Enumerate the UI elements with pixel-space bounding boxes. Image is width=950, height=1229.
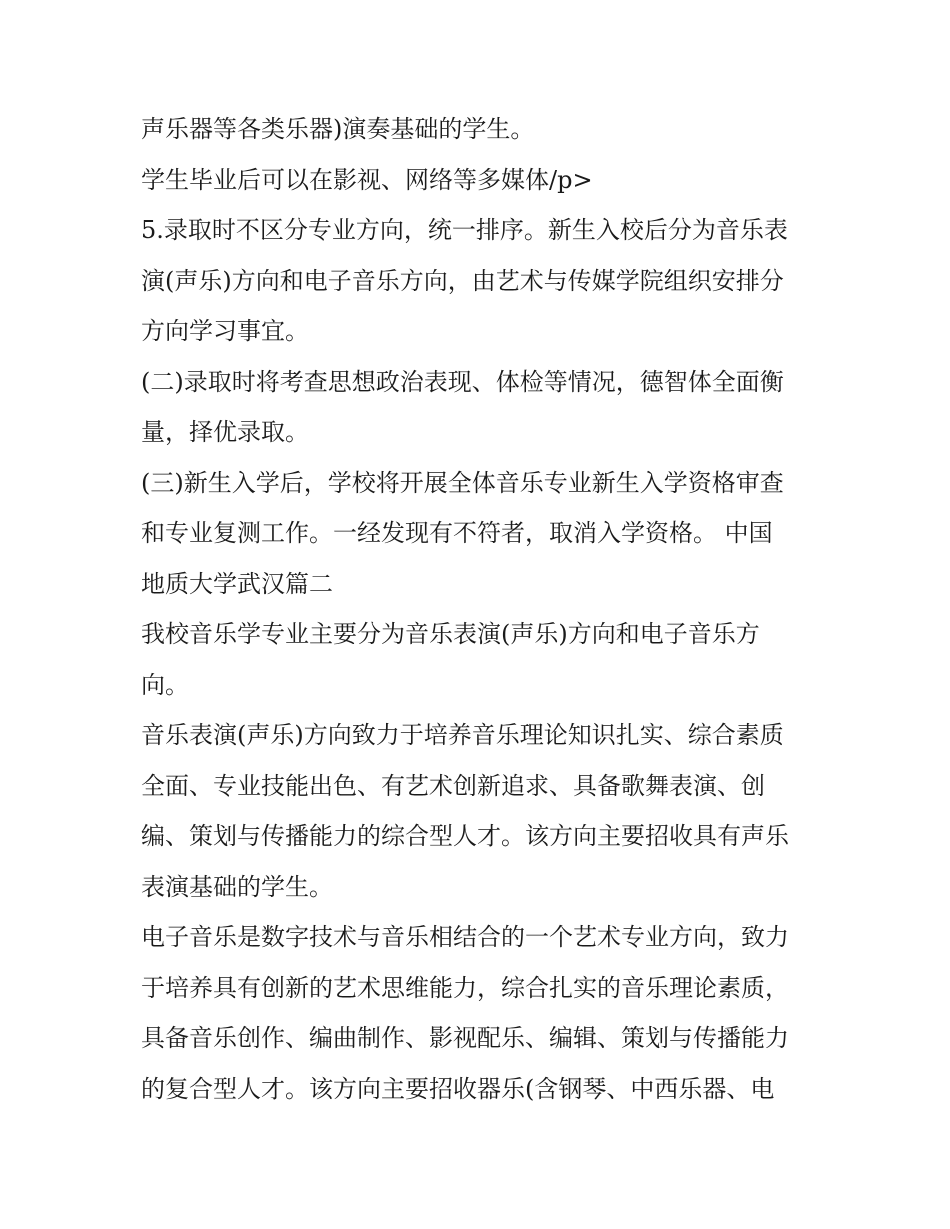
paragraph-2 (141, 155, 821, 206)
text-line: (三)新生入学后，学校将开展全体音乐专业新生入学资格审查 (141, 468, 784, 497)
text-line: 具备音乐创作、编曲制作、影视配乐、编辑、策划与传播能力 (141, 1024, 789, 1052)
text-line: 和专业复测工作。一经发现有不符者，取消入学资格。 中国 (141, 519, 773, 547)
paragraph-1 (141, 104, 821, 155)
text-line: 电子音乐是数字技术与音乐相结合的一个艺术专业方向，致力 (141, 923, 789, 951)
document-body (141, 104, 821, 1114)
text-line: (二)录取时将考查思想政治表现、体检等情况，德智体全面衡 (141, 367, 784, 396)
text-line: 向。 (141, 670, 189, 699)
text-line: 演(声乐)方向和电子音乐方向，由艺术与传媒学院组织安排分 (141, 266, 784, 295)
text-line: 音乐表演(声乐)方向致力于培养音乐理论知识扎实、综合素质 (141, 721, 784, 749)
paragraph-8 (141, 912, 821, 1114)
text-line: 5.录取时不区分专业方向，统一排序。新生入校后分为音乐表 (141, 216, 788, 244)
text-line: 我校音乐学专业主要分为音乐表演(声乐)方向和电子音乐方 (141, 620, 760, 648)
paragraph-3 (141, 205, 821, 357)
text-line: 量，择优录取。 (141, 418, 309, 446)
paragraph-7 (141, 710, 821, 912)
paragraph-6 (141, 609, 821, 710)
text-line: 方向学习事宜。 (141, 317, 309, 345)
text-line: 编、策划与传播能力的综合型人才。该方向主要招收具有声乐 (141, 822, 789, 850)
paragraph-5 (141, 458, 821, 610)
text-line: 表演基础的学生。 (141, 872, 333, 901)
text-line: 声乐器等各类乐器)演奏基础的学生。 (141, 115, 535, 143)
text-line: 地质大学武汉篇二 (141, 569, 333, 598)
text-line: 的复合型人才。该方向主要招收器乐(含钢琴、中西乐器、电 (141, 1074, 775, 1103)
text-line: 学生毕业后可以在影视、网络等多媒体/p> (141, 165, 593, 194)
paragraph-4 (141, 357, 821, 458)
text-line: 全面、专业技能出色、有艺术创新追求、具备歌舞表演、创 (141, 771, 765, 800)
text-line: 于培养具有创新的艺术思维能力，综合扎实的音乐理论素质， (141, 973, 789, 1002)
